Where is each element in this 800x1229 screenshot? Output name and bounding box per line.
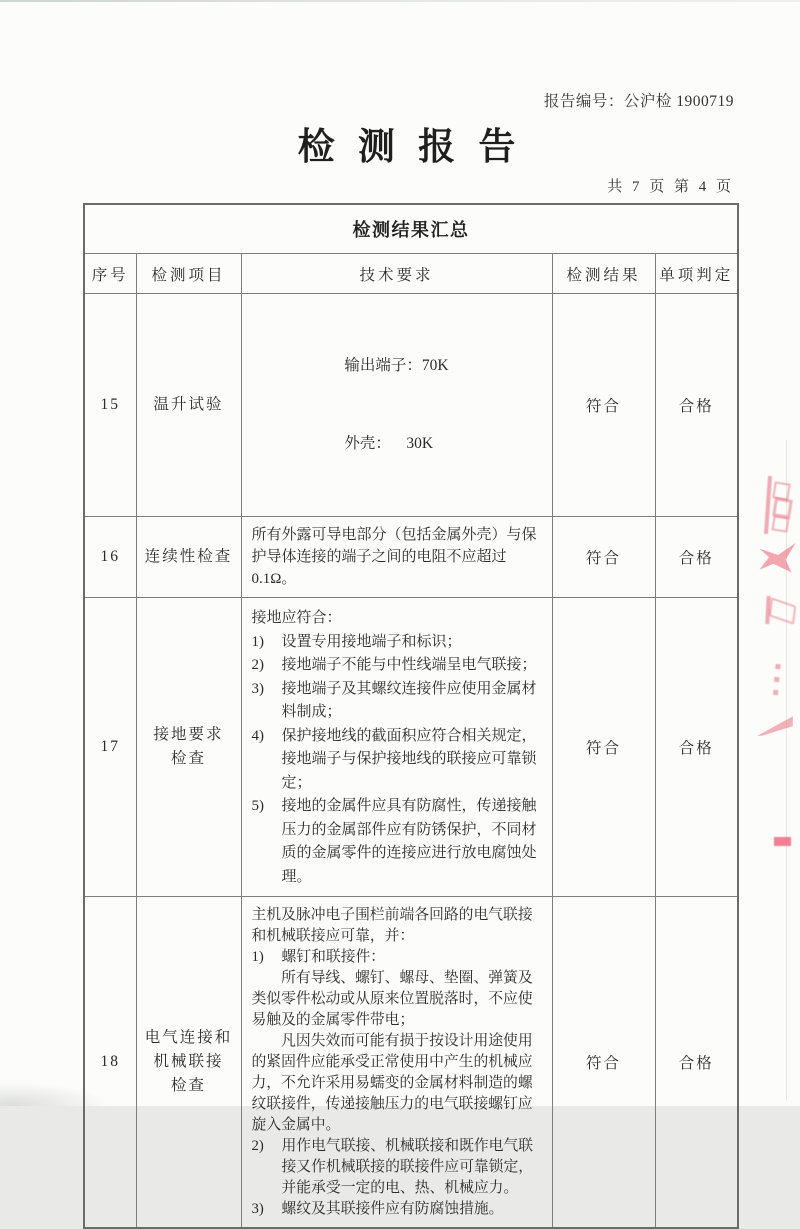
requirement-intro: 主机及脉冲电子围栏前端各回路的电气联接和机械联接应可靠，并：: [251, 907, 533, 944]
row-verdict: 合格: [655, 897, 738, 1229]
item-line: 接地要求: [153, 726, 224, 743]
list-item-text: 保护接地线的截面积应符合相关规定，接地端子与保护接地线的联接应可靠锁定；: [281, 727, 537, 791]
col-header-item: 检测项目: [136, 254, 241, 294]
list-item-number: 4): [251, 727, 264, 744]
row-result: 符合: [552, 598, 655, 897]
requirement-line: 输出端子：70K: [344, 357, 449, 374]
item-line: 检查: [170, 1077, 206, 1094]
row-no: 15: [84, 294, 136, 517]
page-title: 检 测 报 告: [297, 127, 523, 168]
table-row-16: [84, 517, 738, 598]
row-verdict: 合格: [655, 517, 738, 598]
list-item-number: 3): [251, 680, 264, 697]
table-header-row: [84, 254, 738, 294]
row-item: 温升试验: [136, 294, 241, 517]
requirement-list-item: [252, 654, 542, 678]
requirement-paragraph: 所有导线、螺钉、螺母、垫圈、弹簧及类似零件松动或从原来位置脱落时，不应使易触及的金属零件带电；: [251, 970, 533, 1028]
requirement-list-item: [252, 1136, 542, 1199]
stamp-fragment-rect: [774, 837, 791, 846]
item-line: 机械联接: [153, 1053, 224, 1070]
row-result: 符合: [552, 897, 655, 1229]
row-result: 符合: [552, 517, 655, 598]
row-item: [136, 897, 241, 1229]
report-number: 报告编号：公沪检 1900719: [543, 93, 734, 110]
stamp-fragment-bar: [764, 476, 772, 534]
list-item-text: 螺纹及其联接件应有防腐蚀措施。: [281, 1201, 504, 1217]
requirement-intro: 接地应符合：: [251, 610, 342, 626]
list-item-text: 接地的金属件应具有防腐性，传递接触压力的金属部件应有防锈保护，不同材质的金属零件的连接应进行放电腐蚀处理。: [281, 798, 537, 885]
requirement-list-item: [252, 725, 542, 796]
row-requirement: 所有外露可导电部分（包括金属外壳）与保护导体连接的端子之间的电阻不应超过 0.1Ω。: [241, 517, 552, 598]
col-header-verdict: 单项判定: [655, 254, 738, 294]
row-no: 16: [84, 517, 136, 598]
table-row-18: [84, 897, 738, 1229]
row-no: 18: [84, 897, 136, 1229]
requirement-list-item: [252, 631, 542, 655]
list-item-text: 设置专用接地端子和标识；: [281, 633, 462, 650]
row-no: 17: [84, 598, 136, 897]
row-result: 符合: [552, 294, 655, 517]
scan-top-edge: [0, 0, 800, 2]
list-item-text: 螺钉和联接件：: [281, 949, 386, 965]
requirement-list-item: [252, 947, 542, 968]
row-item: [136, 598, 241, 897]
table-caption-row: [84, 204, 738, 254]
row-verdict: 合格: [655, 598, 738, 897]
list-item-text: 接地端子及其螺纹连接件应使用金属材料制成；: [281, 680, 537, 720]
requirement-line: 外壳： 30K: [344, 435, 434, 452]
stamp-fragment-dots: [772, 664, 780, 702]
item-line: 检查: [170, 750, 206, 767]
list-item-number: 1): [251, 949, 264, 965]
stamp-fragment-triangle: [757, 714, 793, 736]
row-requirement: [241, 897, 552, 1229]
results-table: [83, 203, 739, 1229]
row-verdict: 合格: [655, 294, 738, 517]
table-caption: 检测结果汇总: [84, 204, 738, 254]
page-count: 共 7 页 第 4 页: [607, 179, 734, 195]
item-line: 电气连接和: [144, 1029, 233, 1046]
stamp-fragment-glyph: [769, 597, 796, 625]
row-item: 连续性检查: [136, 517, 241, 598]
col-header-no: 序号: [84, 254, 136, 294]
stamp-fragment-star: [757, 534, 797, 575]
row-requirement: [241, 598, 552, 897]
row-requirement: [241, 294, 552, 517]
requirement-list-item: [252, 1199, 542, 1220]
requirement-list-item: [252, 795, 542, 889]
list-item-number: 2): [251, 657, 264, 673]
col-header-requirement: 技术要求: [241, 254, 552, 294]
page-edge-line: [786, 440, 787, 1100]
requirement-paragraph: 凡因失效而可能有损于按设计用途使用的紧固件应能承受正常使用中产生的机械应力，不允许采用易蠕变的金属材料制造的螺纹联接件，传递接触压力的电气联接螺钉应旋入金属中。: [251, 1033, 533, 1133]
list-item-number: 1): [251, 633, 264, 650]
list-item-number: 2): [251, 1138, 264, 1154]
table-row-17: [84, 598, 738, 897]
list-item-text: 用作电气联接、机械联接和既作电气联接又作机械联接的联接件应可靠锁定，并能承受一定的电、热、机械应力。: [281, 1138, 534, 1196]
list-item-number: 3): [251, 1201, 264, 1217]
table-row-15: [84, 294, 738, 517]
list-item-number: 5): [251, 798, 264, 814]
requirement-list-item: [252, 678, 542, 725]
col-header-result: 检测结果: [552, 254, 655, 294]
stamp-fragment-glyph: [771, 515, 789, 532]
list-item-text: 接地端子不能与中性线端呈电气联接；: [281, 657, 537, 673]
